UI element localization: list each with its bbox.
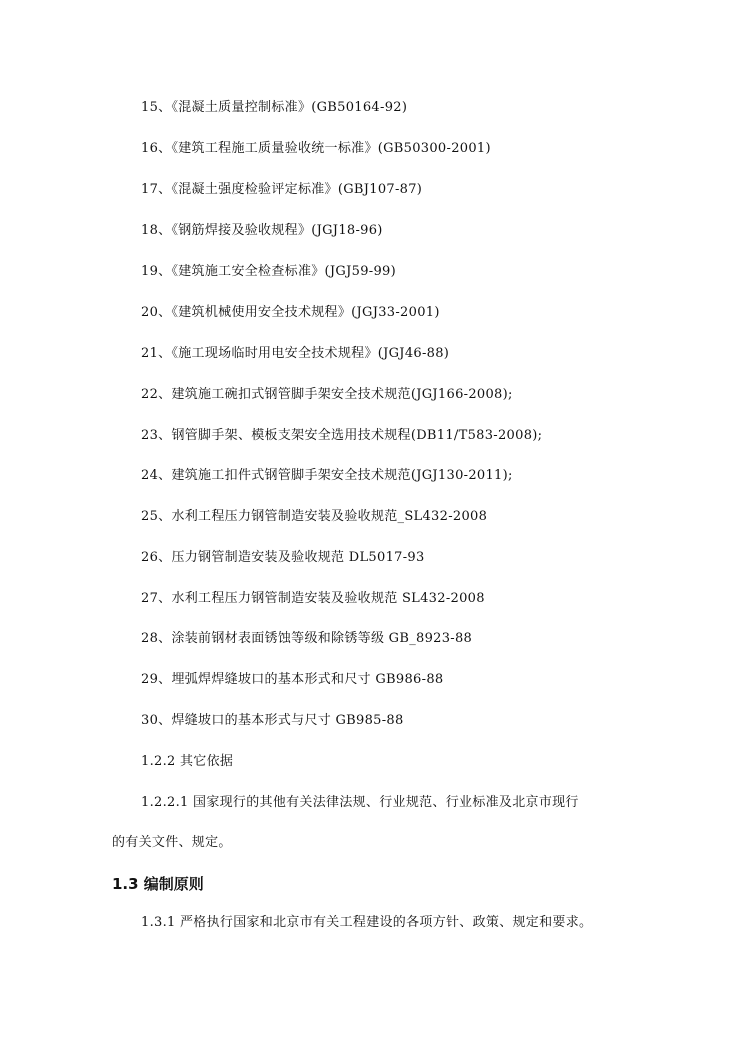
- standard-item-17: 17、《混凝土强度检验评定标准》(GBJ107-87): [141, 182, 423, 197]
- standard-item-15: 15、《混凝土质量控制标准》(GB50164-92): [141, 100, 408, 115]
- standard-item-25: 25、水利工程压力钢管制造安装及验收规范_SL432-2008: [141, 509, 488, 524]
- standard-item-28: 28、涂装前钢材表面锈蚀等级和除锈等级 GB_8923-88: [141, 631, 473, 646]
- subsection-paragraph-line2: 的有关文件、规定。: [112, 835, 232, 850]
- standard-item-30: 30、焊缝坡口的基本形式与尺寸 GB985-88: [141, 713, 404, 728]
- subsection-paragraph-line1: 1.2.2.1 国家现行的其他有关法律法规、行业规范、行业标准及北京市现行: [141, 795, 579, 810]
- standard-item-22: 22、建筑施工碗扣式钢管脚手架安全技术规范(JGJ166-2008);: [141, 387, 513, 402]
- subsection-title: 1.2.2 其它依据: [141, 754, 234, 769]
- standard-item-18: 18、《钢筋焊接及验收规程》(JGJ18-96): [141, 223, 383, 238]
- standard-item-23: 23、钢管脚手架、模板支架安全选用技术规程(DB11/T583-2008);: [141, 428, 543, 443]
- standard-item-21: 21、《施工现场临时用电安全技术规程》(JGJ46-88): [141, 346, 450, 361]
- standard-item-20: 20、《建筑机械使用安全技术规程》(JGJ33-2001): [141, 305, 440, 320]
- standard-item-27: 27、水利工程压力钢管制造安装及验收规范 SL432-2008: [141, 591, 485, 606]
- standard-item-16: 16、《建筑工程施工质量验收统一标准》(GB50300-2001): [141, 141, 491, 156]
- section-paragraph: 1.3.1 严格执行国家和北京市有关工程建设的各项方针、政策、规定和要求。: [141, 915, 593, 930]
- section-heading: 1.3 编制原则: [112, 875, 204, 893]
- standard-item-19: 19、《建筑施工安全检查标准》(JGJ59-99): [141, 264, 396, 279]
- standard-item-29: 29、埋弧焊焊缝坡口的基本形式和尺寸 GB986-88: [141, 672, 444, 687]
- standard-item-24: 24、建筑施工扣件式钢管脚手架安全技术规范(JGJ130-2011);: [141, 468, 513, 483]
- standard-item-26: 26、压力钢管制造安装及验收规范 DL5017-93: [141, 550, 425, 565]
